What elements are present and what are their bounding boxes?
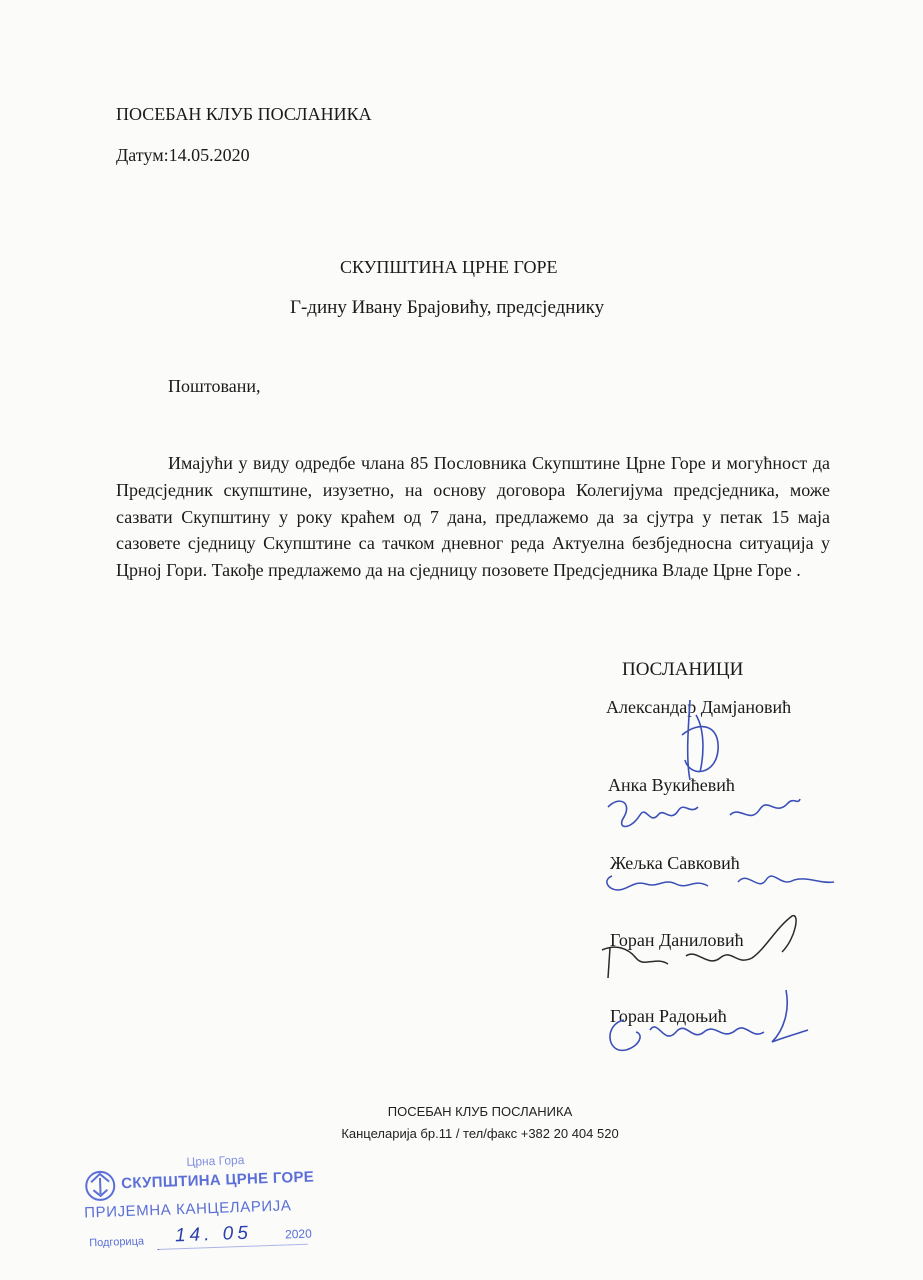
signature-1-graphic (660, 680, 750, 790)
footer-club: ПОСЕБАН КЛУБ ПОСЛАНИКА (387, 1104, 573, 1119)
coat-of-arms-icon (81, 1167, 120, 1204)
reception-stamp (76, 1145, 350, 1264)
footer-contact: Канцеларија бр.11 / тел/факс +382 20 404 520 (341, 1126, 619, 1141)
signature-5-graphic (600, 980, 820, 1065)
letter-date: Датум:14.05.2020 (116, 145, 250, 165)
addressee-institution: СКУПШТИНА ЦРНЕ ГОРЕ (340, 257, 558, 277)
stamp-office: ПРИЈЕМНА КАНЦЕЛАРИЈА (83, 1197, 292, 1222)
signatory-name-2: Анка Вукићевић (608, 775, 735, 795)
signature-3-graphic (598, 862, 838, 907)
stamp-year: 2020 (284, 1226, 313, 1242)
letter-body (116, 450, 830, 584)
signatory-name-5: Горан Радоњић (610, 1006, 727, 1026)
signatory-name-4: Горан Даниловић (610, 930, 744, 950)
signatories-heading: ПОСЛАНИЦИ (622, 659, 744, 680)
sender-club: ПОСЕБАН КЛУБ ПОСЛАНИКА (116, 104, 372, 124)
signature-4-graphic (596, 908, 816, 988)
signatory-name-3: Жељка Савковић (610, 853, 740, 873)
stamp-city: Подгорица (89, 1235, 145, 1250)
signature-2-graphic (600, 785, 810, 845)
signatory-name-1: Александар Дамјановић (606, 697, 792, 717)
stamp-institution: СКУПШТИНА ЦРНЕ ГОРЕ (120, 1168, 315, 1193)
stamp-country: Црна Гора (186, 1152, 245, 1169)
body-paragraph: Имајући у виду одредбе члана 85 Пословника Скупштине Црне Горе и могућност да Предсједник скупштине, изузетно, на основу договора Колегијума предсједника, може сазвати Скупштину у року краћем од 7 дана, предлажемо да за сјутра у петак 15 маја сазовете сједницу Скупштине са тачком дневног реда Актуелна безбједносна ситуација у Црној Гори. Такође предлажемо да на сједницу позовете Предсједника Владе Црне Горе . (116, 453, 830, 581)
addressee-recipient: Г-дину Ивану Брајовићу, предсједнику (290, 297, 605, 318)
greeting: Поштовани, (168, 376, 261, 396)
stamp-date: 14. 05 (174, 1222, 253, 1247)
